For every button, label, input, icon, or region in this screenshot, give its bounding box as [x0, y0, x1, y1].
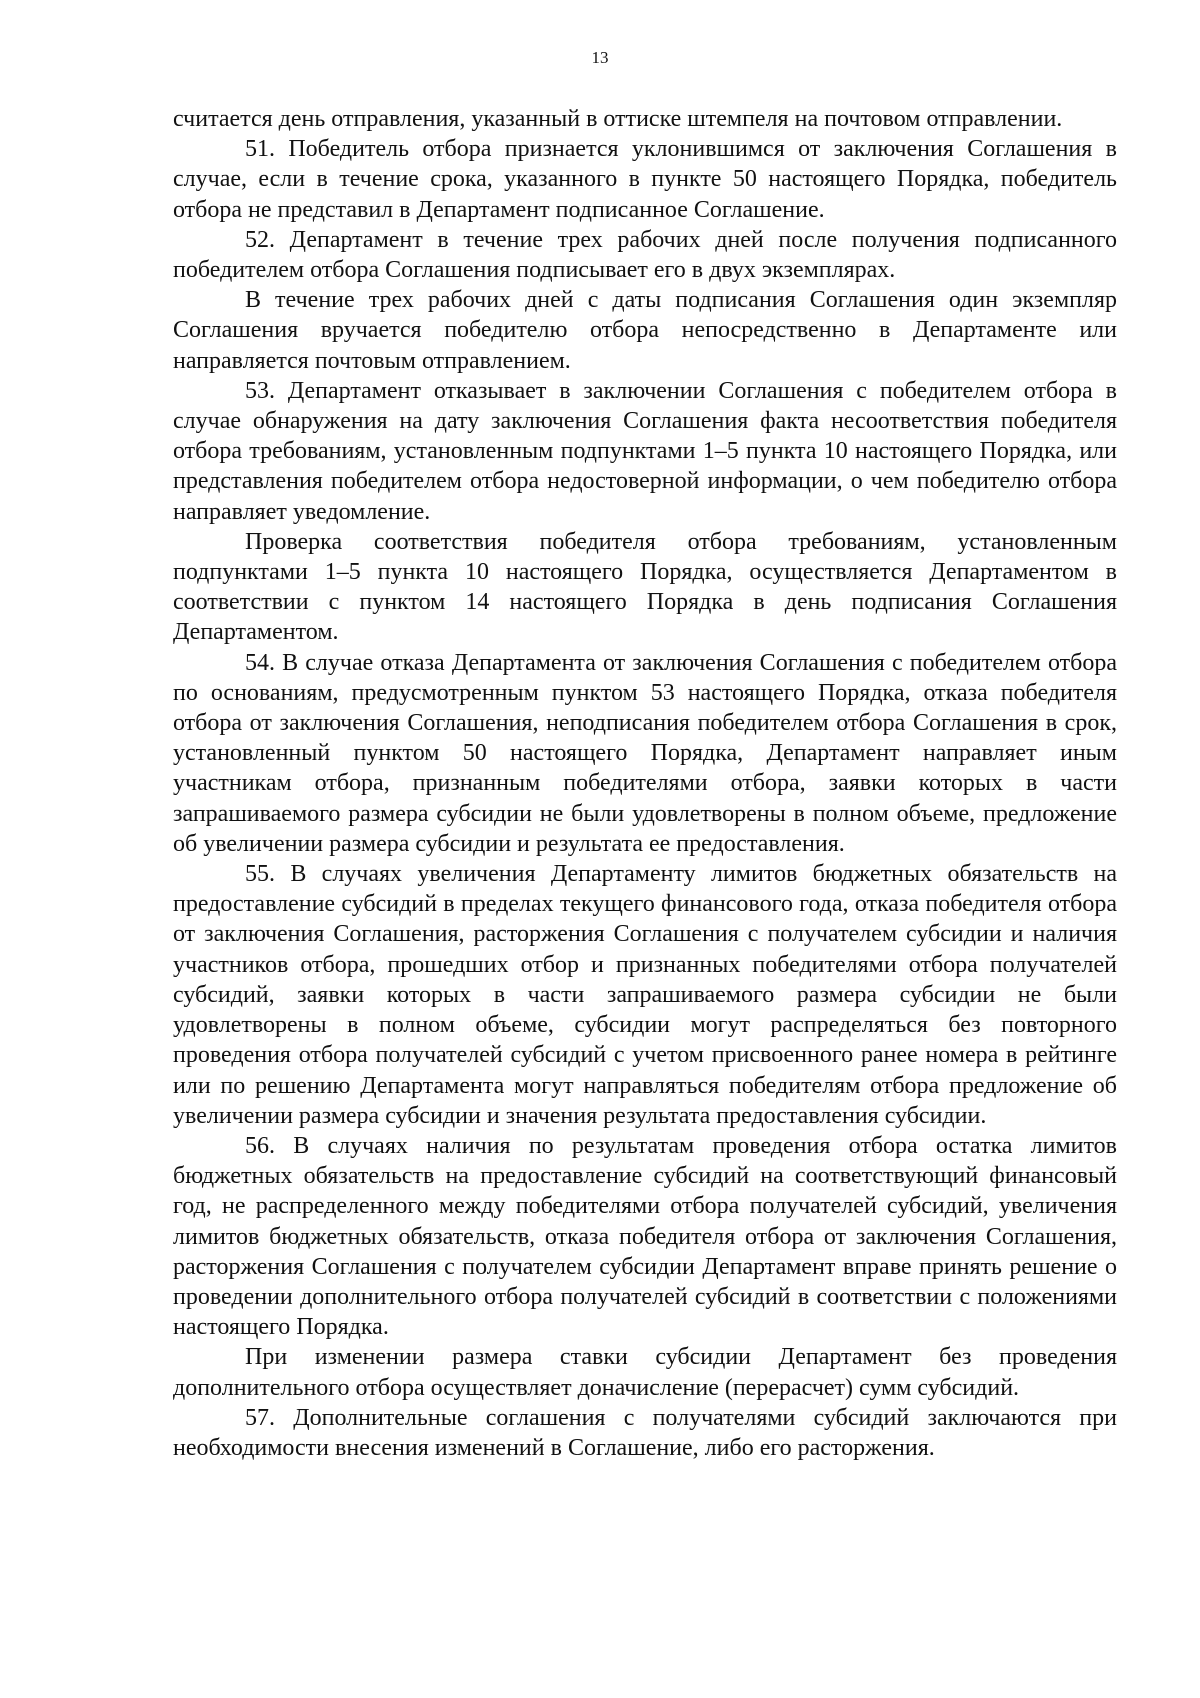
paragraph-item-56-rate-change: При изменении размера ставки субсидии Департамент без проведения дополнительного отбора осуществляет доначисление (перерасчет) сумм субсидий.	[173, 1344, 1117, 1401]
page-number: 13	[591, 48, 609, 67]
paragraph-item-52: 52. Департамент в течение трех рабочих дней после получения подписанного победителем отбора Соглашения подписывает его в двух экземплярах.	[173, 226, 1117, 284]
paragraph-item-53-verification: Проверка соответствия победителя отбора требованиям, установленным подпунктами 1–5 пункта 10 настоящего Порядка, осуществляется Департаментом в соответствии с пунктом 14 настоящего Порядка в день подписания Соглашения Департаментом.	[173, 528, 1117, 646]
paragraph-item-53: 53. Департамент отказывает в заключении Соглашения с победителем отбора в случае обнаружения на дату заключения Соглашения факта несоответствия победителя отбора требованиям, установленным подпунктами 1–5 пункта 10 настоящего Порядка, или представления победителем отбора недостоверной информации, о чем победителю отбора направляет уведомление.	[173, 377, 1117, 525]
paragraph-item-55: 55. В случаях увеличения Департаменту лимитов бюджетных обязательств на предоставление субсидий в пределах текущего финансового года, отказа победителя отбора от заключения Соглашения, расторжения Соглашения с получателем субсидии и наличия участников отбора, прошедших отбор и признанных победителями отбора получателей субсидий, заявки которых в части запрашиваемого размера субсидии не были удовлетворены в полном объеме, субсидии могут распределяться без повторного проведения отбора получателей субсидий с учетом присвоенного ранее номера в рейтинге или по решению Департамента могут направляться победителям отбора предложение об увеличении размера субсидии и значения результата предоставления субсидии.	[173, 861, 1117, 1129]
paragraph-item-52-delivery: В течение трех рабочих дней с даты подписания Соглашения один экземпляр Соглашения вручается победителю отбора непосредственно в Департаменте или направляется почтовым отправлением.	[173, 287, 1117, 374]
document-body	[173, 104, 1117, 1463]
paragraph-item-51: 51. Победитель отбора признается уклонившимся от заключения Соглашения в случае, если в течение срока, указанного в пункте 50 настоящего Порядка, победитель отбора не представил в Департамент подписанное Соглашение.	[173, 136, 1117, 223]
paragraph-item-56: 56. В случаях наличия по результатам проведения отбора остатка лимитов бюджетных обязательств на предоставление субсидий на соответствующий финансовый год, не распределенного между победителями отбора получателей субсидий, увеличения лимитов бюджетных обязательств, отказа победителя отбора от заключения Соглашения, расторжения Соглашения с получателем субсидии Департамент вправе принять решение о проведении дополнительного отбора получателей субсидий в соответствии с положениями настоящего Порядка.	[173, 1132, 1117, 1341]
paragraph-item-54: 54. В случае отказа Департамента от заключения Соглашения с победителем отбора по основаниям, предусмотренным пунктом 53 настоящего Порядка, отказа победителя отбора от заключения Соглашения, неподписания победителем отбора Соглашения в срок, установленный пунктом 50 настоящего Порядка, Департамент направляет иным участникам отбора, признанным победителями отбора, заявки которых в части запрашиваемого размера субсидии не были удовлетворены в полном объеме, предложение об увеличении размера субсидии и результата ее предоставления.	[173, 649, 1117, 857]
paragraph-item-57: 57. Дополнительные соглашения с получателями субсидий заключаются при необходимости внесения изменений в Соглашение, либо его расторжения.	[173, 1404, 1117, 1461]
paragraph-continuation: считается день отправления, указанный в оттиске штемпеля на почтовом отправлении.	[173, 106, 1063, 132]
